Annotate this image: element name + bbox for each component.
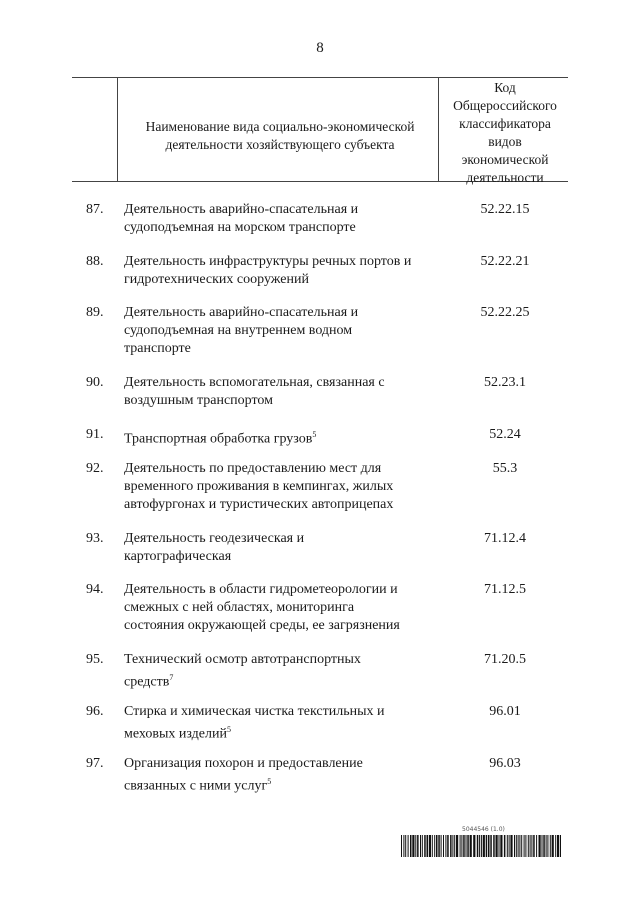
row-number: 92. <box>86 461 104 476</box>
barcode-bar <box>432 835 433 857</box>
barcode-bar <box>436 835 438 857</box>
barcode-bar <box>473 835 475 857</box>
barcode-image <box>401 835 561 857</box>
footnote-ref: 7 <box>169 673 174 682</box>
okved-code: 52.23.1 <box>484 375 526 390</box>
barcode-bar <box>477 835 479 857</box>
barcode-bar <box>555 835 556 857</box>
row-number: 94. <box>86 582 104 597</box>
barcode-bar <box>412 835 414 857</box>
barcode-bar <box>488 835 490 857</box>
barcode-bar <box>410 835 412 857</box>
barcode-bar <box>499 835 500 857</box>
okved-code: 96.03 <box>489 756 521 771</box>
barcode-bar <box>557 835 559 857</box>
barcode-bar <box>500 835 502 857</box>
barcode-bar <box>536 835 537 857</box>
activity-name: Деятельность вспомогательная, связанная с воздушным транспортом <box>124 375 385 408</box>
barcode-bar <box>461 835 462 857</box>
barcode-bar <box>452 835 453 857</box>
activity-name: Деятельность аварийно-спасательная и судоподъемная на внутреннем водном транспорте <box>124 305 359 356</box>
document-id: 5044546 (1.0) <box>462 826 505 833</box>
activity-name: Транспортная обработка грузов$^5$ <box>124 430 317 447</box>
barcode-bar <box>470 835 472 857</box>
row-number: 88. <box>86 254 104 269</box>
header-code-line: классификатора <box>459 116 551 131</box>
column-divider-left <box>117 77 118 181</box>
barcode-bar <box>450 835 452 857</box>
activity-name: Организация похорон и предоставление связанных с ними услуг$^5$ <box>124 756 363 794</box>
barcode-bar <box>403 835 404 857</box>
barcode-bar <box>496 835 498 857</box>
activity-name: Технический осмотр автотранспортных средств$^7$ <box>124 652 361 690</box>
barcode-bar <box>441 835 442 857</box>
row-number: 87. <box>86 202 104 217</box>
header-name-line-1: Наименование вида социально-экономической <box>145 119 415 134</box>
barcode-bar <box>467 835 469 857</box>
barcode-bar <box>531 835 532 857</box>
barcode-bar <box>408 835 409 857</box>
barcode-bar <box>454 835 455 857</box>
footnote-ref: 5 <box>312 430 317 439</box>
barcode-bar <box>490 835 492 857</box>
barcode-bar <box>424 835 426 857</box>
barcode-bar <box>445 835 446 857</box>
barcode-bar <box>463 835 465 857</box>
barcode-bar <box>518 835 519 857</box>
table-top-border <box>72 77 568 78</box>
header-code-line: деятельности <box>466 170 544 185</box>
barcode-bar <box>510 835 512 857</box>
row-number: 89. <box>86 305 104 320</box>
barcode-bar <box>438 835 440 857</box>
barcode-bar <box>546 835 547 857</box>
row-number: 90. <box>86 375 104 390</box>
barcode-bar <box>560 835 561 857</box>
okved-code: 71.12.4 <box>484 531 526 546</box>
okved-code: 52.22.15 <box>480 202 530 217</box>
barcode-bar <box>447 835 449 857</box>
column-divider-right <box>438 77 439 181</box>
row-number: 95. <box>86 652 104 667</box>
barcode-bar <box>514 835 515 857</box>
footnote-ref: 5 <box>267 777 272 786</box>
barcode-bar <box>528 835 529 857</box>
activity-name: Деятельность инфраструктуры речных портов и гидротехнических сооружений <box>124 254 412 287</box>
barcode-bar <box>516 835 517 857</box>
row-number: 96. <box>86 704 104 719</box>
barcode-bar <box>550 835 551 857</box>
okved-code: 55.3 <box>492 461 518 476</box>
barcode-bar <box>509 835 510 857</box>
barcode-bar <box>530 835 531 857</box>
okved-code: 52.22.21 <box>480 254 530 269</box>
barcode-bar <box>542 835 543 857</box>
barcode-bar <box>519 835 520 857</box>
row-number: 91. <box>86 427 104 442</box>
barcode-bar <box>539 835 541 857</box>
okved-code: 71.20.5 <box>484 652 526 667</box>
barcode-bar <box>405 835 406 857</box>
barcode-bar <box>443 835 444 857</box>
barcode-bar <box>460 835 461 857</box>
header-name-column <box>122 118 438 154</box>
barcode-bar <box>456 835 458 857</box>
barcode-bar <box>427 835 429 857</box>
page-number: 8 <box>316 40 324 56</box>
header-code-line: Общероссийского <box>453 98 557 113</box>
barcode-bar <box>521 835 522 857</box>
okved-code: 96.01 <box>489 704 521 719</box>
okved-code: 52.22.25 <box>480 305 530 320</box>
barcode-bar <box>420 835 421 857</box>
barcode-bar <box>547 835 548 857</box>
okved-code: 71.12.5 <box>484 582 526 597</box>
header-code-line: экономической <box>461 152 549 167</box>
barcode-bar <box>543 835 545 857</box>
barcode-bar <box>434 835 435 857</box>
barcode-bar <box>417 835 419 857</box>
row-number: 97. <box>86 756 104 771</box>
barcode-bar <box>422 835 423 857</box>
barcode-bar <box>466 835 467 857</box>
barcode-bar <box>415 835 416 857</box>
barcode-bar <box>525 835 526 857</box>
header-code-column <box>442 79 568 187</box>
barcode-bar <box>481 835 482 857</box>
footnote-ref: 5 <box>226 725 231 734</box>
row-number: 93. <box>86 531 104 546</box>
barcode-bar <box>524 835 525 857</box>
activity-name: Деятельность в области гидрометеорологии и смежных с ней областях, мониторинга состояния окружающей среды, ее загрязнения <box>124 582 400 633</box>
activity-name: Стирка и химическая чистка текстильных и меховых изделий$^5$ <box>124 704 385 742</box>
barcode-bar <box>483 835 485 857</box>
header-name-line-2: деятельности хозяйствующего субъекта <box>165 137 395 152</box>
barcode-bar <box>401 835 402 857</box>
barcode-bar <box>504 835 506 857</box>
activity-name: Деятельность по предоставлению мест для временного проживания в кемпингах, жилых автофургонах и туристических автоприцепах <box>124 461 394 512</box>
barcode-bar <box>507 835 508 857</box>
activity-name: Деятельность геодезическая и картографическая <box>124 531 305 564</box>
barcode-bar <box>493 835 495 857</box>
barcode-bar <box>486 835 488 857</box>
barcode-bar <box>533 835 535 857</box>
barcode-bar <box>479 835 480 857</box>
activity-name: Деятельность аварийно-спасательная и судоподъемная на морском транспорте <box>124 202 359 235</box>
header-code-line: видов <box>488 134 522 149</box>
okved-code: 52.24 <box>489 427 521 442</box>
barcode-bar <box>552 835 554 857</box>
barcode-bar <box>429 835 431 857</box>
header-code-line: Код <box>494 80 516 95</box>
